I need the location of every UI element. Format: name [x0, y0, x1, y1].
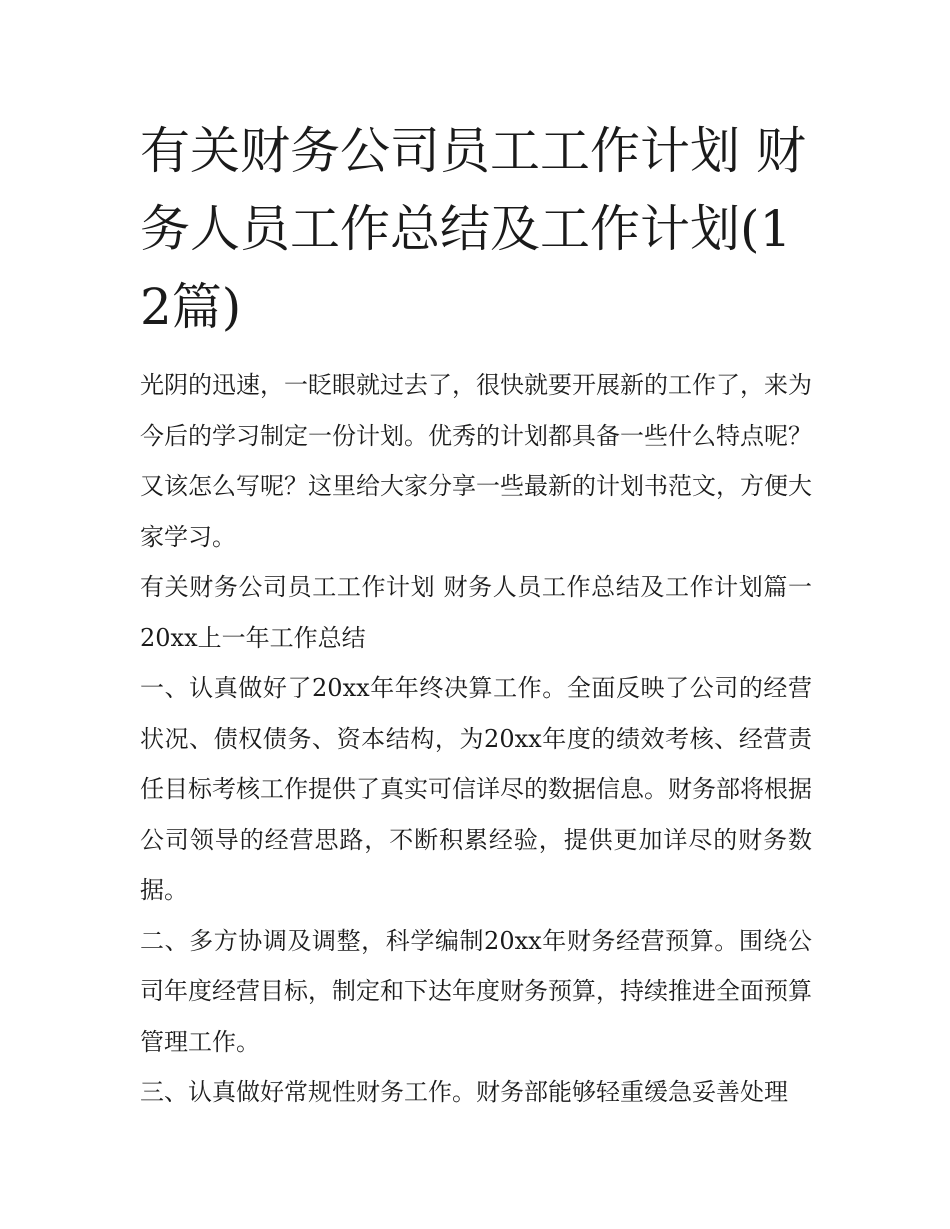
section-heading-paragraph: 有关财务公司员工工作计划 财务人员工作总结及工作计划篇一 20xx上一年工作总结	[140, 573, 812, 652]
intro-paragraph: 光阴的迅速，一眨眼就过去了，很快就要开展新的工作了，来为今后的学习制定一份计划。优秀的计划都具备一些什么特点呢？又该怎么写呢？这里给大家分享一些最新的计划书范文，方便大家学习。	[140, 371, 812, 551]
item-one-paragraph: 一、认真做好了20xx年年终决算工作。全面反映了公司的经营状况、债权债务、资本结构，为20xx年度的绩效考核、经营责任目标考核工作提供了真实可信详尽的数据信息。财务部将根据公司领导的经营思路，不断积累经验，提供更加详尽的财务数据。	[140, 674, 812, 904]
item-three-paragraph: 三、认真做好常规性财务工作。财务部能够轻重缓急妥善处理	[140, 1078, 788, 1106]
document-body	[140, 360, 812, 1118]
item-two-paragraph: 二、多方协调及调整，科学编制20xx年财务经营预算。围绕公司年度经营目标，制定和下达年度财务预算，持续推进全面预算管理工作。	[140, 926, 812, 1056]
document-title: 有关财务公司员工工作计划 财务人员工作总结及工作计划(12篇)	[140, 122, 806, 336]
document-page	[140, 112, 812, 1118]
